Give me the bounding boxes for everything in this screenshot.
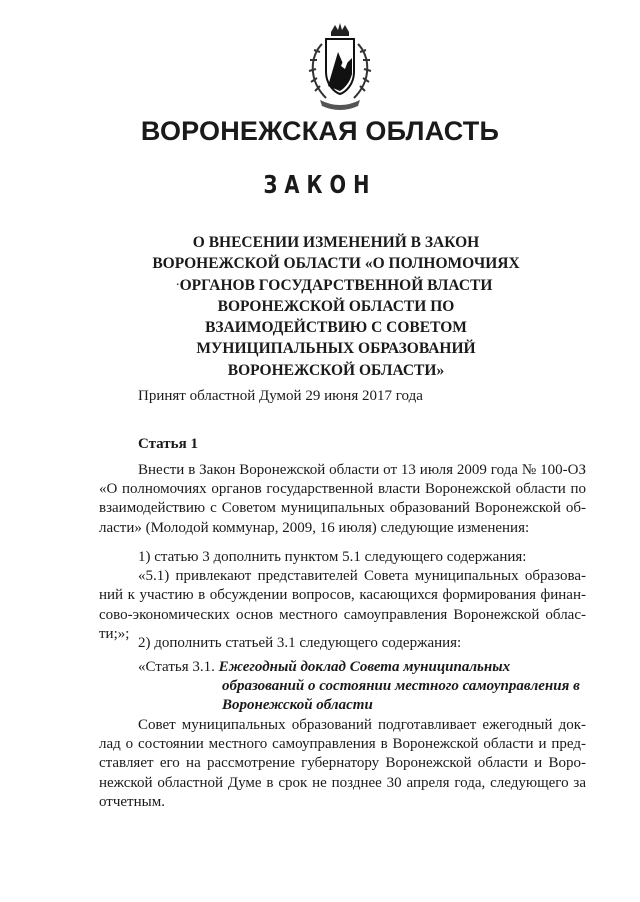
text-line: сово-экономических основ местного самоуправления Воронежской облас-	[99, 606, 586, 623]
article-1-item-1	[99, 548, 586, 644]
text-line: 1) статью 3 дополнить пунктом 5.1 следующего содержания:	[138, 549, 527, 565]
text-line: ти;»;	[99, 625, 130, 642]
article-3-1-body	[99, 716, 586, 812]
law-title-line: ВОРОНЕЖСКОЙ ОБЛАСТИ»	[227, 361, 445, 379]
law-title-line: О ВНЕСЕНИИ ИЗМЕНЕНИЙ В ЗАКОН	[192, 234, 480, 251]
text-line: ний к участию в обсуждении вопросов, касающихся формирования финан-	[99, 587, 586, 604]
law-title-line: МУНИЦИПАЛЬНЫХ ОБРАЗОВАНИЙ	[196, 340, 476, 358]
article-1-item-2	[99, 634, 586, 653]
article-3-1-title-line: образований о состоянии местного самоуправления в	[222, 677, 580, 694]
text-line: ласти» (Молодой коммунар, 2009, 16 июля) следующие изменения:	[99, 519, 530, 536]
article-3-1-title-line: Ежегодный доклад Совета муниципальных	[218, 659, 511, 675]
coat-of-arms-icon	[300, 22, 380, 114]
article-1-intro	[99, 461, 586, 538]
document-type-heading: ЗАКОН	[263, 170, 377, 199]
law-title-line: ОРГАНОВ ГОСУДАРСТВЕННОЙ ВЛАСТИ	[179, 276, 493, 294]
law-title-line: ВОРОНЕЖСКОЙ ОБЛАСТИ ПО	[217, 297, 455, 315]
law-title-line: ВОРОНЕЖСКОЙ ОБЛАСТИ «О ПОЛНОМОЧИЯХ	[152, 255, 520, 273]
text-line: Совет муниципальных образований подготавливает ежегодный док-	[138, 717, 586, 733]
text-line: отчетным.	[99, 793, 165, 810]
text-line: взаимодействию с Советом муниципальных образований Воронежской об-	[99, 500, 586, 517]
text-line: лад о состоянии местного самоуправления в Воронежской области и пред-	[99, 736, 586, 753]
stray-mark: .	[176, 274, 180, 289]
law-title-line: ВЗАИМОДЕЙСТВИЮ С СОВЕТОМ	[205, 319, 467, 337]
text-line: Внести в Закон Воронежской области от 13 июля 2009 года № 100-ОЗ	[138, 462, 586, 478]
region-heading: ВОРОНЕЖСКАЯ ОБЛАСТЬ	[140, 116, 500, 146]
text-line: «О полномочиях органов государственной власти Воронежской области по	[99, 481, 586, 498]
text-line: ставляет его на рассмотрение губернатору Воронежской области и Воро-	[99, 755, 586, 772]
text-line: «5.1) привлекают представителей Совета муниципальных образова-	[138, 568, 586, 585]
adoption-date: Принят областной Думой 29 июня 2017 года	[138, 388, 423, 404]
text-line: 2) дополнить статьей 3.1 следующего содержания:	[138, 635, 462, 651]
article-3-1-title-line: Воронежской области	[222, 696, 373, 713]
text-line: нежской областной Думе в срок не позднее 30 апреля года, следующего за	[99, 774, 586, 791]
article-3-1-heading	[138, 658, 588, 714]
article-1-heading: Статья 1	[138, 436, 198, 452]
law-title	[110, 232, 562, 381]
article-3-1-number: «Статья 3.1.	[138, 659, 215, 675]
